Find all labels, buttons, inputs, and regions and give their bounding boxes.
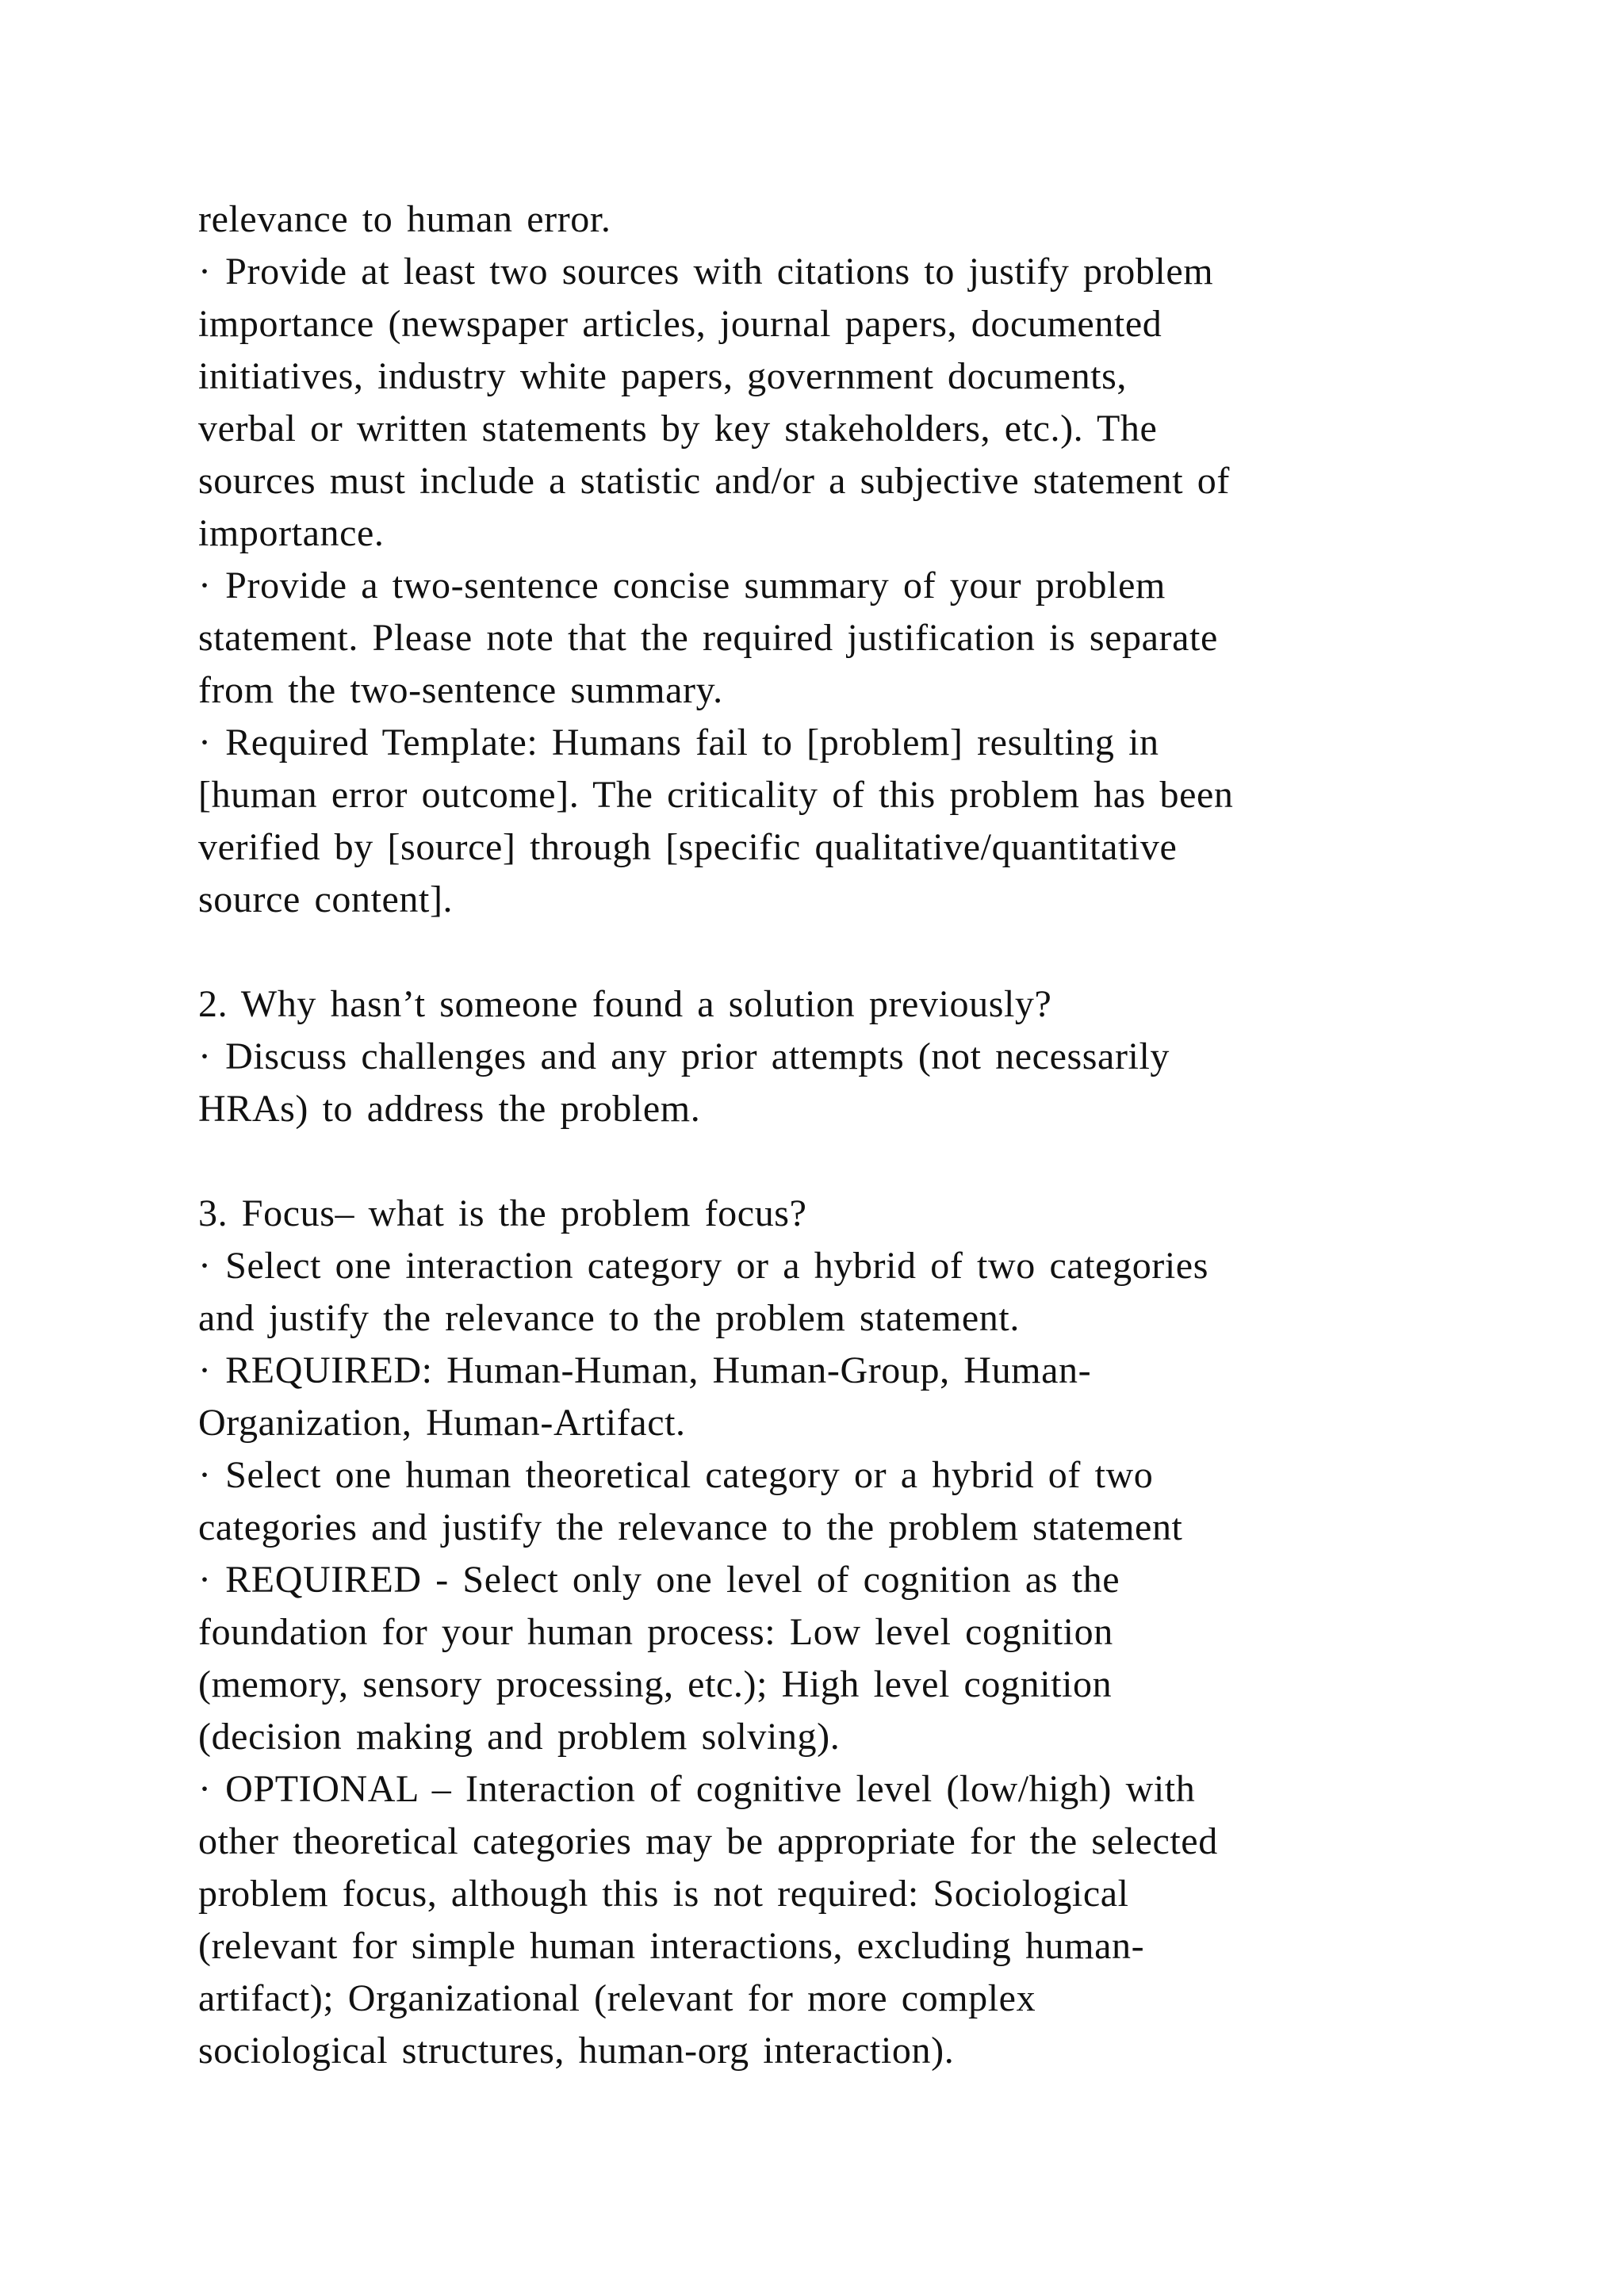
text-line: 2. Why hasn’t someone found a solution previously?: [198, 983, 1052, 1025]
text-line: (memory, sensory processing, etc.); High level cognition: [198, 1663, 1113, 1705]
text-line: problem focus, although this is not required: Sociological: [198, 1873, 1129, 1915]
text-line: · Discuss challenges and any prior attempts (not necessarily: [198, 1035, 1170, 1077]
text-line: verbal or written statements by key stakeholders, etc.). The: [198, 408, 1158, 450]
text-line: source content].: [198, 878, 454, 920]
text-line: sociological structures, human-org interaction).: [198, 2030, 955, 2072]
blank-line: [198, 926, 1530, 978]
text-line: · Provide at least two sources with citations to justify problem: [198, 251, 1214, 293]
text-line: statement. Please note that the required justification is separate: [198, 617, 1218, 659]
text-line: · Select one human theoretical category or a hybrid of two: [198, 1454, 1154, 1496]
text-line: importance.: [198, 512, 385, 554]
text-line: (relevant for simple human interactions, excluding human-: [198, 1925, 1145, 1967]
text-line: and justify the relevance to the problem statement.: [198, 1297, 1020, 1339]
text-line: other theoretical categories may be appropriate for the selected: [198, 1820, 1218, 1862]
text-line: foundation for your human process: Low level cognition: [198, 1611, 1113, 1653]
text-line: · Required Template: Humans fail to [problem] resulting in: [198, 721, 1159, 763]
text-line: · OPTIONAL – Interaction of cognitive level (low/high) with: [198, 1768, 1196, 1810]
text-line: · Select one interaction category or a hybrid of two categories: [198, 1245, 1208, 1287]
text-line: · REQUIRED: Human-Human, Human-Group, Human-: [198, 1349, 1092, 1391]
text-line: · Provide a two-sentence concise summary of your problem: [198, 564, 1166, 607]
text-line: importance (newspaper articles, journal papers, documented: [198, 303, 1162, 345]
text-line: sources must include a statistic and/or a subjective statement of: [198, 460, 1230, 502]
text-line: HRAs) to address the problem.: [198, 1088, 701, 1130]
document-body: [198, 193, 1530, 2077]
text-line: · REQUIRED - Select only one level of cognition as the: [198, 1559, 1120, 1601]
blank-line: [198, 1135, 1530, 1188]
text-line: Organization, Human-Artifact.: [198, 1402, 686, 1444]
text-line: from the two-sentence summary.: [198, 669, 723, 711]
text-line: initiatives, industry white papers, government documents,: [198, 355, 1127, 397]
text-line: (decision making and problem solving).: [198, 1716, 841, 1758]
text-line: relevance to human error.: [198, 198, 611, 240]
text-line: 3. Focus– what is the problem focus?: [198, 1192, 807, 1234]
text-line: categories and justify the relevance to the problem statement: [198, 1506, 1183, 1548]
text-line: [human error outcome]. The criticality of this problem has been: [198, 774, 1234, 816]
text-line: verified by [source] through [specific qualitative/quantitative: [198, 826, 1178, 868]
text-line: artifact); Organizational (relevant for more complex: [198, 1977, 1036, 2019]
